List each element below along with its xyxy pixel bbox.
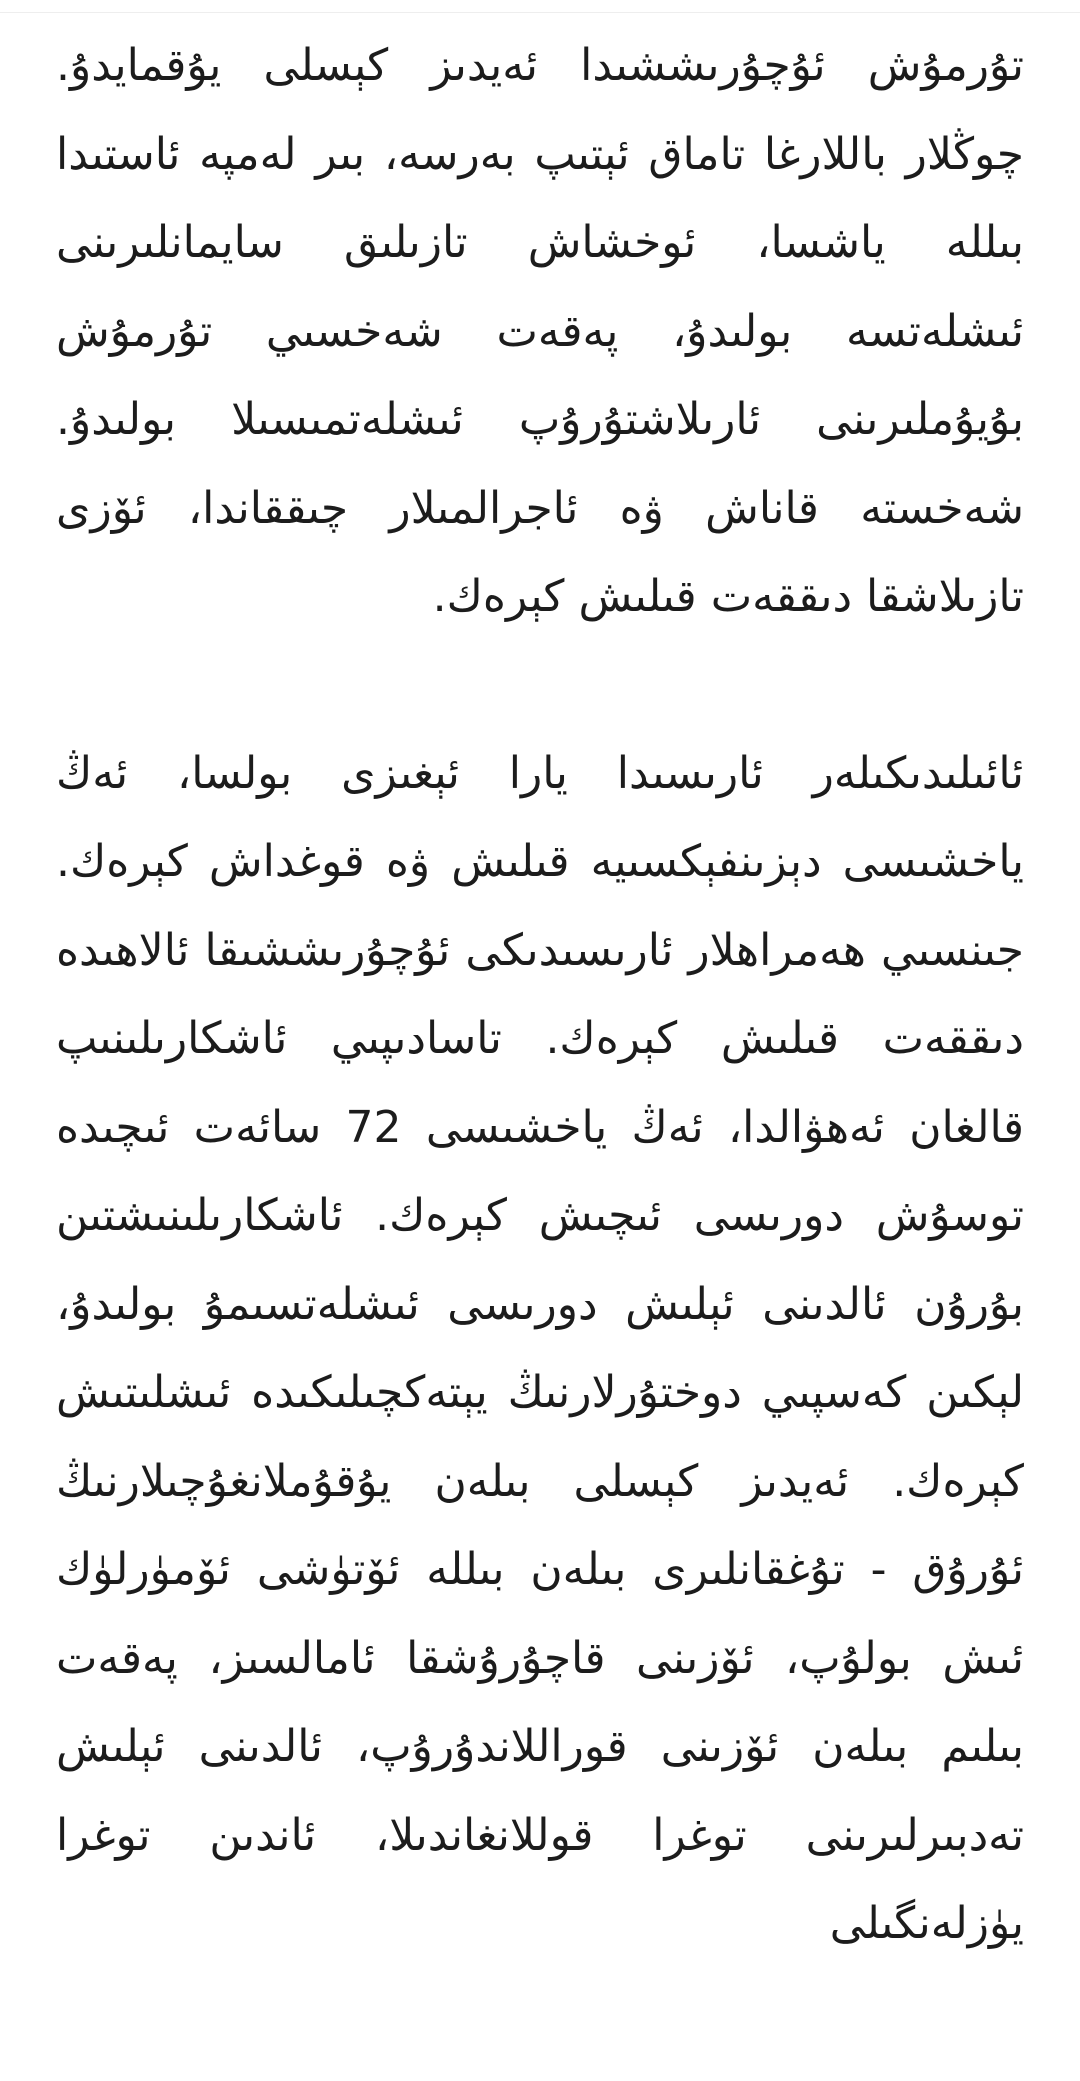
article-body bbox=[56, 22, 1024, 1969]
article-paragraph-2: ئائىلىدىكىلەر ئارىسىدا يارا ئېغىزى بولسا، ئەڭ ياخشىسى دېزىنفېكسىيە قىلىش ۋە قوغداش كېرەك. جىنسىي ھەمراھلار ئارىسىدىكى ئۇچۇرىششىقا ئالاھىدە دىققەت قىلىش كېرەك. تاسادىپىي ئاشكارىلىنىپ قالغان ئەھۋالدا، ئەڭ ياخشىسى 72 سائەت ئىچىدە توسۇش دورىسى ئىچىش كېرەك. ئاشكارىلىنىشتىن بۇرۇن ئالدىنى ئېلىش دورىسى ئىشلەتسىمۇ بولىدۇ، لېكىن كەسپىي دوختۇرلارنىڭ يېتەكچىلىكىدە ئىشلىتىش كېرەك. ئەيدىز كېسلى بىلەن يۇقۇملانغۇچىلارنىڭ ئۇرۇق - تۇغقانلىرى بىلەن بىللە ئۆتۈشى ئۆمۈرلۈك ئىش بولۇپ، ئۆزىنى قاچۇرۇشقا ئامالسىز، پەقەت بىلىم بىلەن ئۆزىنى قوراللاندۇرۇپ، ئالدىنى ئېلىش تەدبىرلىرىنى توغرا قوللانغاندىلا، ئاندىن توغرا يۈزلەنگىلى bbox=[56, 747, 1024, 1949]
top-divider bbox=[0, 12, 1080, 13]
article-paragraph-1: تۇرمۇش ئۇچۇرىششىدا ئەيدىز كېسلى يۇقمايدۇ. چوڭلار باللارغا تاماق ئېتىپ بەرسە، بىر لەمپە ئاستىدا بىللە ياشسا، ئوخشاش تازىلىق سايمانلىرىنى ئىشلەتسە بولىدۇ، پەقەت شەخسىي تۇرمۇش بۇيۇملىرىنى ئارىلاشتۇرۇپ ئىشلەتمىسىلا بولىدۇ. شەخستە قاناش ۋە ئاجرالمىلار چىققاندا، ئۆزى تازىلاشقا دىققەت قىلىش كېرەك. bbox=[56, 40, 1024, 622]
